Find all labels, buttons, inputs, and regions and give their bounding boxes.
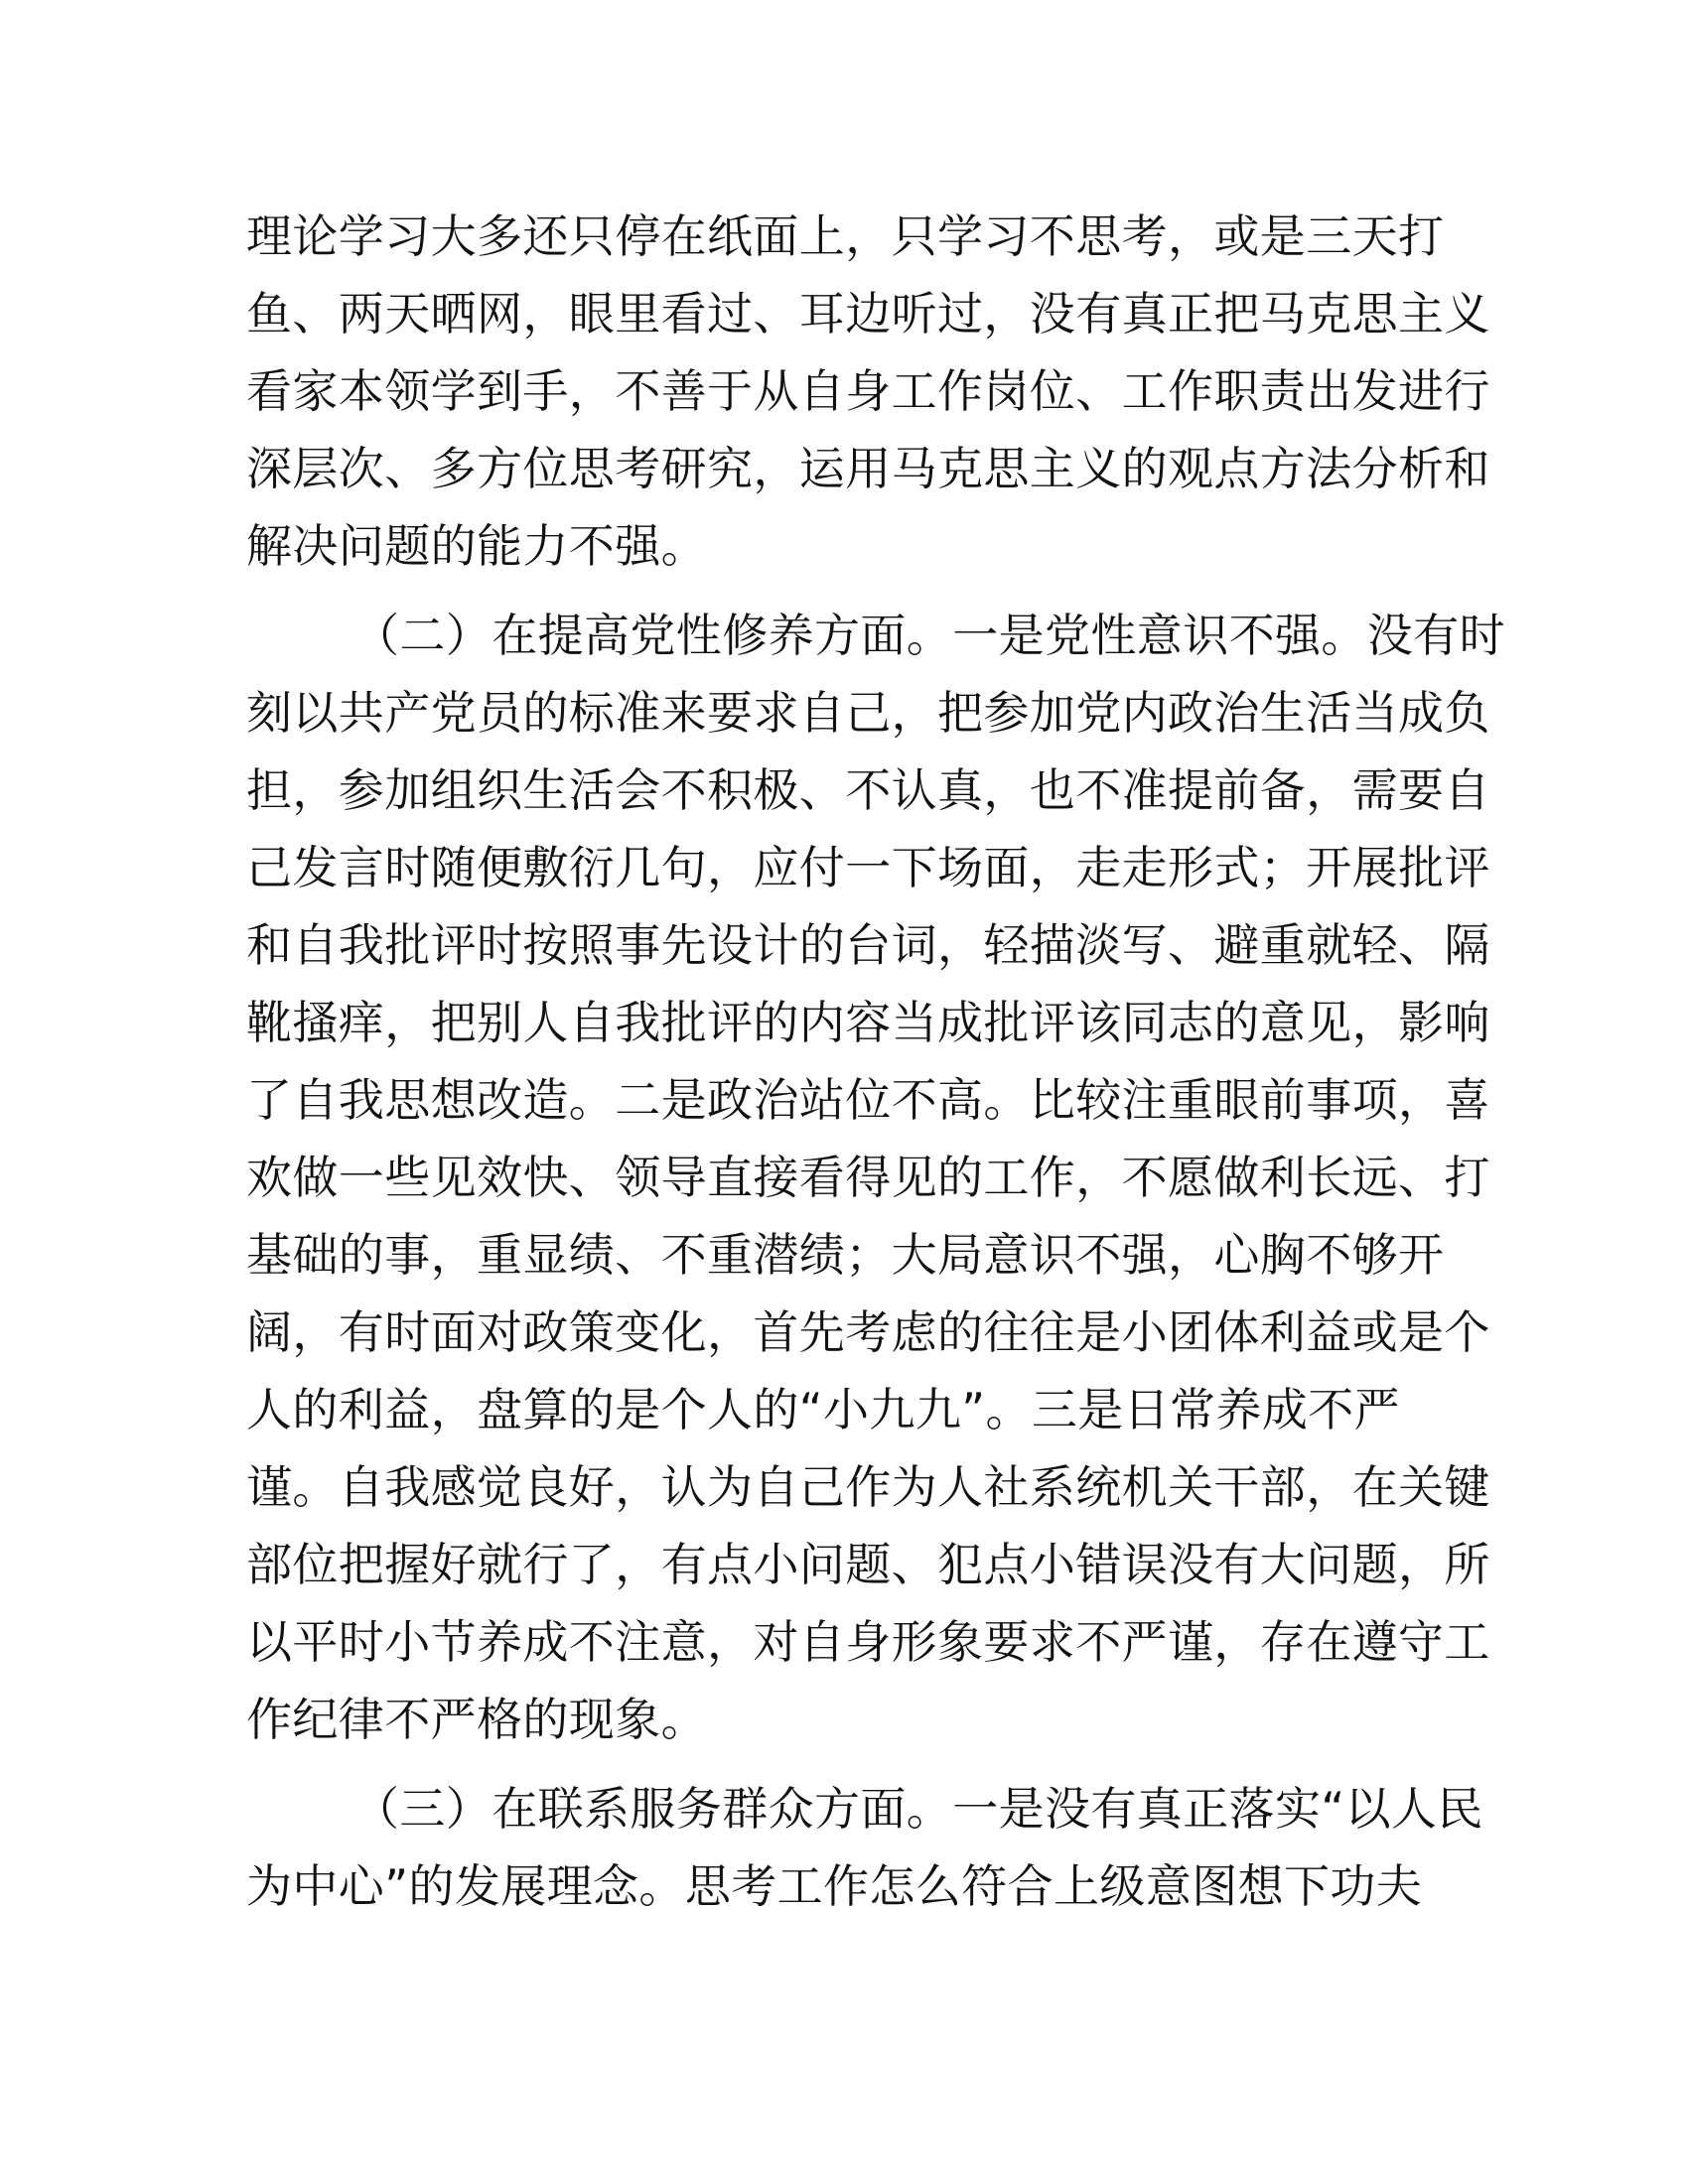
text-line: 以平时小节养成不注意，对自身形象要求不严谨，存在遵守工 (246, 1615, 1490, 1669)
text-line: 理论学习大多还只停在纸面上，只学习不思考，或是三天打 (246, 209, 1445, 263)
text-line: 欢做一些见效快、领导直接看得见的工作，不愿做利长远、打 (246, 1151, 1490, 1204)
text-line: 刻以共产党员的标准来要求自己，把参加党内政治生活当成负 (246, 686, 1490, 740)
text-line: 看家本领学到手，不善于从自身工作岗位、工作职责出发进行 (246, 364, 1490, 418)
text-line: 部位把握好就行了，有点小问题、犯点小错误没有大问题，所 (246, 1538, 1490, 1591)
text-line: 作纪律不严格的现象。 (246, 1693, 707, 1746)
text-line: 阔，有时面对政策变化，首先考虑的往往是小团体利益或是个 (246, 1305, 1490, 1359)
text-line: 深层次、多方位思考研究，运用马克思主义的观点方法分析和 (246, 442, 1490, 495)
text-line: 人的利益，盘算的是个人的“小九九”。三是日常养成不严 (246, 1383, 1401, 1436)
text-line: 基础的事，重显绩、不重潜绩；大局意识不强，心胸不够开 (246, 1228, 1445, 1282)
text-line: 己发言时随便敷衍几句，应付一下场面，走走形式；开展批评 (246, 841, 1490, 894)
text-line: 担，参加组织生活会不积极、不认真，也不准提前备，需要自 (246, 763, 1490, 817)
text-line: 靴搔痒，把别人自我批评的内容当成批评该同志的意见，影响 (246, 996, 1490, 1049)
paragraph-heading-line: （三）在联系服务群众方面。一是没有真正落实“以人民 (353, 1782, 1483, 1836)
text-line: 和自我批评时按照事先设计的台词，轻描淡写、避重就轻、隔 (246, 918, 1490, 972)
text-line: 解决问题的能力不强。 (246, 519, 707, 573)
text-line: 鱼、两天晒网，眼里看过、耳边听过，没有真正把马克思主义 (246, 287, 1490, 341)
text-line: 了自我思想改造。二是政治站位不高。比较注重眼前事项，喜 (246, 1073, 1490, 1127)
text-line: 为中心”的发展理念。思考工作怎么符合上级意图想下功夫 (246, 1859, 1423, 1913)
paragraph-heading-line: （二）在提高党性修养方面。一是党性意识不强。没有时 (353, 609, 1505, 662)
text-line: 谨。自我感觉良好，认为自己作为人社系统机关干部，在关键 (246, 1460, 1490, 1514)
